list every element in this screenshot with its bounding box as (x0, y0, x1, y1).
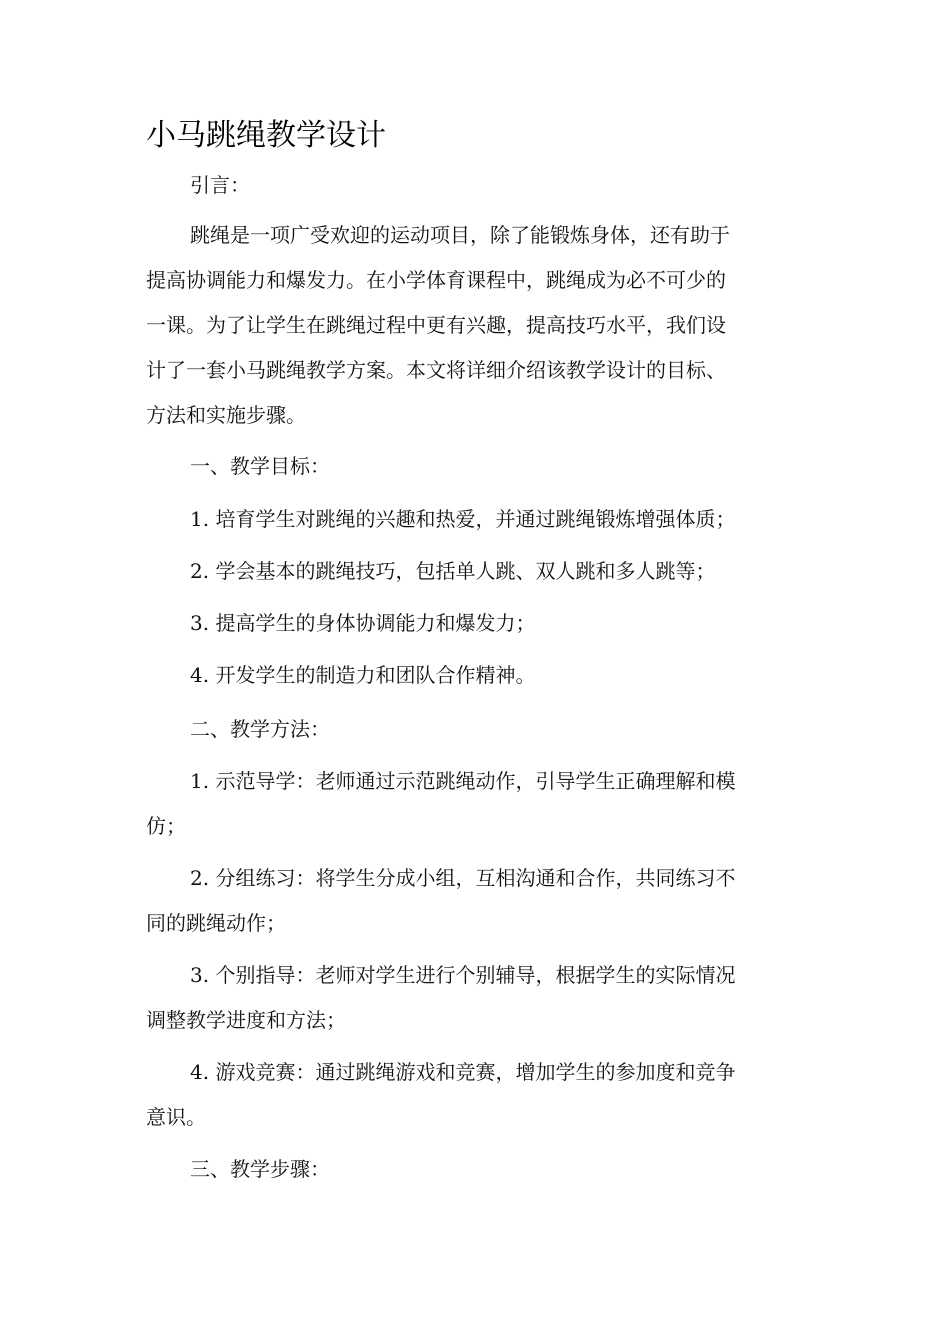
intro-line-5: 方法和实施步骤。 (146, 403, 306, 427)
method-item-2-line-2: 同的跳绳动作； (146, 911, 286, 935)
method-item-3-line-2: 调整教学进度和方法； (146, 1008, 346, 1032)
goal-item-1: 1. 培育学生对跳绳的兴趣和热爱，并通过跳绳锻炼增强体质； (190, 507, 736, 531)
method-item-1-line-2: 仿； (146, 814, 186, 838)
method-item-3-line-1: 3. 个别指导：老师对学生进行个别辅导，根据学生的实际情况 (190, 963, 736, 987)
intro-line-3: 一课。为了让学生在跳绳过程中更有兴趣，提高技巧水平，我们设 (146, 313, 726, 337)
method-item-4-line-2: 意识。 (146, 1105, 206, 1129)
method-item-1-line-1: 1. 示范导学：老师通过示范跳绳动作，引导学生正确理解和模 (190, 769, 736, 793)
section3-heading: 三、教学步骤： (190, 1157, 330, 1181)
intro-line-4: 计了一套小马跳绳教学方案。本文将详细介绍该教学设计的目标、 (146, 358, 726, 382)
intro-line-1: 跳绳是一项广受欢迎的运动项目，除了能锻炼身体，还有助于 (190, 223, 730, 247)
section1-heading: 一、教学目标： (190, 454, 330, 478)
method-item-4-line-1: 4. 游戏竞赛：通过跳绳游戏和竞赛，增加学生的参加度和竞争 (190, 1060, 736, 1084)
section2-heading: 二、教学方法： (190, 717, 330, 741)
intro-heading: 引言： (190, 173, 250, 197)
goal-item-4: 4. 开发学生的制造力和团队合作精神。 (190, 663, 536, 687)
intro-line-2: 提高协调能力和爆发力。在小学体育课程中，跳绳成为必不可少的 (146, 268, 726, 292)
goal-item-2: 2. 学会基本的跳绳技巧，包括单人跳、双人跳和多人跳等； (190, 559, 716, 583)
goal-item-3: 3. 提高学生的身体协调能力和爆发力； (190, 611, 536, 635)
method-item-2-line-1: 2. 分组练习：将学生分成小组，互相沟通和合作，共同练习不 (190, 866, 736, 890)
document-title: 小马跳绳教学设计 (146, 118, 386, 153)
